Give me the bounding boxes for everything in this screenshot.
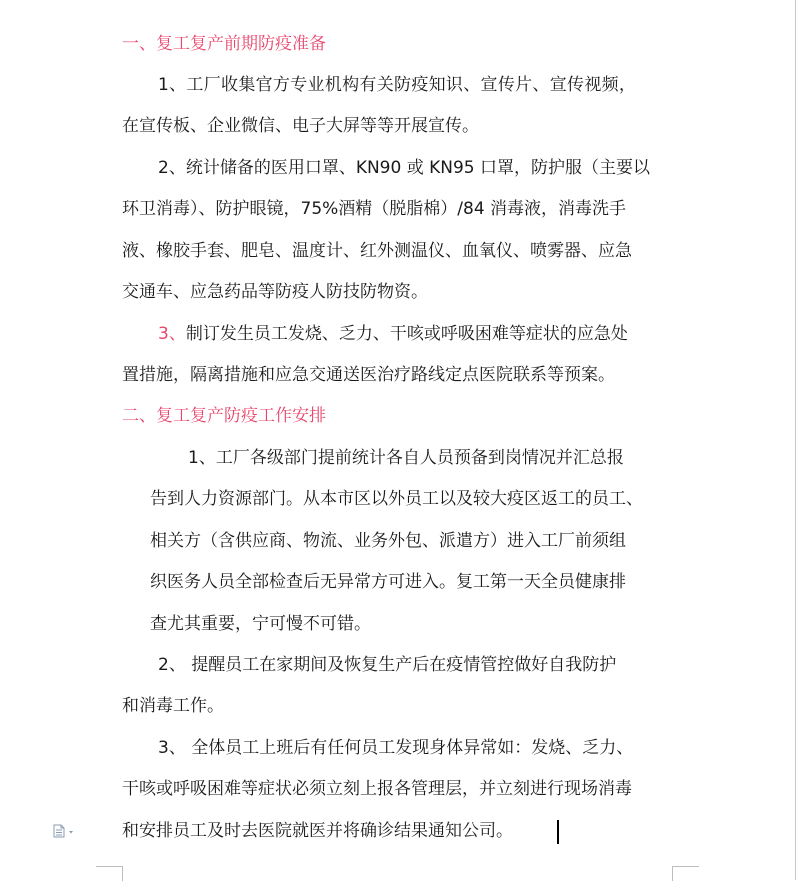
document-icon [52,824,80,838]
paragraph-line: 3、 全体员工上班后有任何员工发现身体异常如：发烧、乏力、 [158,738,634,758]
text-cursor [557,820,559,844]
paragraph-line: 告到人力资源部门。从本市区以外员工以及较大疫区返工的员工、 [150,489,643,509]
paragraph-line: 相关方（含供应商、物流、业务外包、派遣方）进入工厂前须组 [150,531,626,551]
page-corner-mark-left [96,866,123,881]
paragraph-line: 置措施，隔离措施和应急交通送医治疗路线定点医院联系等预案。 [122,365,615,385]
paragraph-line: 1、工厂收集官方专业机构有关防疫知识、宣传片、宣传视频， [158,75,637,95]
paragraph-text: 制订发生员工发烧、乏力、干咳或呼吸困难等症状的应急处 [185,324,628,344]
paragraph-line: 在宣传板、企业微信、电子大屏等等开展宣传。 [122,116,479,136]
paragraph-line: 织医务人员全部检查后无异常方可进入。复工第一天全员健康排 [150,572,626,592]
paragraph-line: 2、统计储备的医用口罩、KN90 或 KN95 口罩，防护服（主要以 [158,158,651,178]
paragraph-line: 和安排员工及时去医院就医并将确诊结果通知公司。 [122,821,513,841]
section-1-heading: 一、复工复产前期防疫准备 [122,34,326,54]
paragraph-line: 和消毒工作。 [122,696,224,716]
paragraph-line: 环卫消毒）、防护眼镜，75%酒精（脱脂棉）/84 消毒液，消毒洗手 [122,199,627,219]
paragraph-line: 1、工厂各级部门提前统计各自人员预备到岗情况并汇总报 [188,448,624,468]
list-number: 3、 [158,324,186,344]
paragraph-line: 干咳或呼吸困难等症状必须立刻上报各管理层，并立刻进行现场消毒 [122,779,632,799]
paragraph-line: 交通车、应急药品等防疫人防技防物资。 [122,282,428,302]
paragraph-line: 液、橡胶手套、肥皂、温度计、红外测温仪、血氧仪、喷雾器、应急 [122,241,632,261]
paragraph-line: 查尤其重要，宁可慢不可错。 [150,614,371,634]
page-corner-mark-right [672,866,699,881]
section-2-heading: 二、复工复产防疫工作安排 [122,406,326,426]
paragraph-line [158,323,628,345]
paragraph-format-icon[interactable] [52,823,80,837]
paragraph-line: 2、 提醒员工在家期间及恢复生产后在疫情管控做好自我防护 [158,655,617,675]
